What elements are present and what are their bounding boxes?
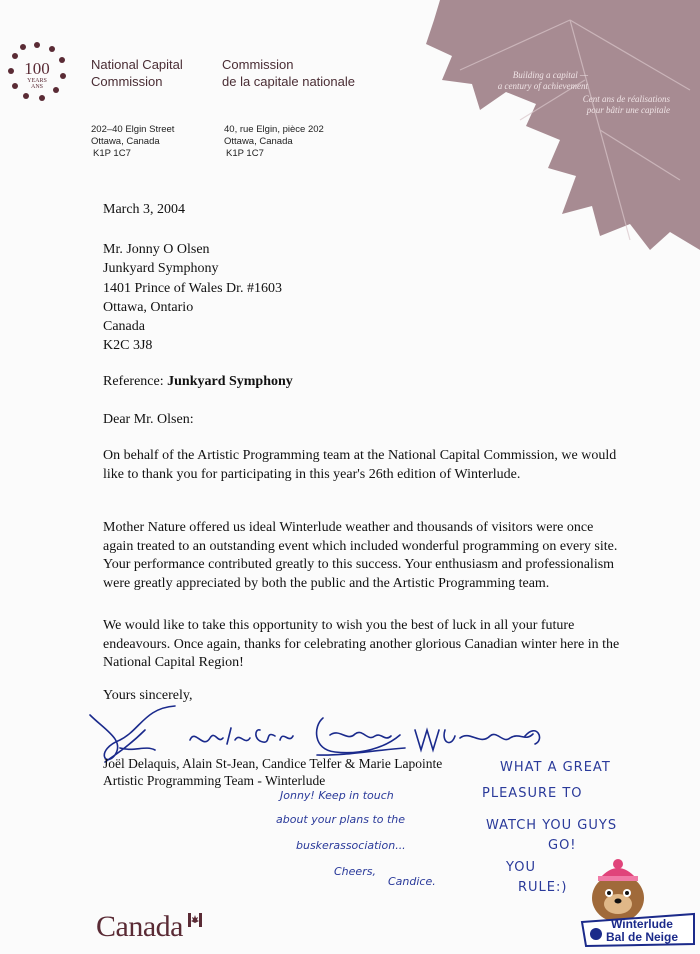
svg-text:buskerassociation...: buskerassociation...: [296, 839, 406, 852]
handwritten-note-candice: [276, 785, 486, 895]
svg-text:PLEASURE TO: PLEASURE TO: [482, 786, 583, 801]
canada-wordmark: Canada: [96, 910, 183, 943]
svg-text:WATCH YOU GUYS: WATCH YOU GUYS: [486, 818, 618, 833]
reference-line: [103, 374, 293, 390]
recipient-postal-code: K2C 3J8: [103, 338, 153, 354]
svg-text:GO!: GO!: [548, 838, 577, 853]
recipient-address: [103, 240, 282, 356]
svg-text:YEARS: YEARS: [27, 78, 47, 84]
reference-label: Reference:: [103, 374, 164, 389]
svg-text:100: 100: [24, 59, 50, 78]
maple-leaf-watermark: [330, 0, 700, 280]
mascot-icon: [592, 859, 644, 922]
signatories: [103, 755, 442, 789]
flag-icon: [188, 913, 202, 927]
address-french: 40, rue Elgin, pièce 202 Ottawa, Canada K1P 1C7: [224, 124, 324, 159]
recipient-company: Junkyard Symphony: [103, 261, 219, 277]
reference-value: Junkyard Symphony: [167, 374, 293, 389]
svg-text:Candice.: Candice.: [388, 875, 436, 888]
recipient-city: Ottawa, Ontario: [103, 299, 194, 315]
svg-text:about your plans to the: about your plans to the: [276, 813, 406, 826]
winterlude-badge: [578, 848, 696, 948]
recipient-street: 1401 Prince of Wales Dr. #1603: [103, 280, 283, 296]
svg-text:ANS: ANS: [30, 84, 44, 90]
signer-team: Artistic Programming Team - Winterlude: [103, 773, 326, 788]
tagline-french: Cent ans de réalisations pour bâtir une capitale: [582, 94, 670, 115]
organization-name-english: National Capital Commission: [91, 57, 183, 89]
letter-date: March 3, 2004: [103, 202, 186, 217]
closing: Yours sincerely,: [103, 688, 193, 703]
body-paragraph: On behalf of the Artistic Programming team at the National Capital Commission, we would like to thank you for participating in this year's 26th edition of Winterlude.: [103, 448, 617, 482]
signer-names: Joël Delaquis, Alain St-Jean, Candice Telfer & Marie Lapointe: [103, 756, 443, 771]
svg-text:Cheers,: Cheers,: [334, 865, 376, 878]
organization-name-french: Commission de la capitale nationale: [222, 57, 355, 89]
salutation: Dear Mr. Olsen:: [103, 412, 194, 427]
address-english: 202–40 Elgin Street Ottawa, Canada K1P 1C7: [91, 124, 175, 159]
svg-text:YOU: YOU: [506, 860, 536, 875]
svg-text:WHAT A GREAT: WHAT A GREAT: [500, 760, 611, 775]
snowflake-icon: [590, 928, 602, 940]
svg-text:RULE:): RULE:): [518, 880, 568, 895]
centennial-seal-logo: [6, 40, 68, 102]
svg-text:Winterlude: Winterlude: [611, 917, 673, 931]
body-paragraph: We would like to take this opportunity to wish you the best of luck in all your future endeavours. Once again, thanks for celebrating another glorious Canadian winter here in the National Capital Region!: [103, 618, 620, 670]
recipient-name: Mr. Jonny O Olsen: [103, 242, 210, 257]
body-paragraph: Mother Nature offered us ideal Winterlude weather and thousands of visitors were once again treated to an outstanding event which included wonderful programming on every site. Your performance contributed greatly to this success. Your enthusiasm and professionalism were greatly appreciated by both the public and the Artistic Programming team.: [103, 520, 618, 591]
recipient-country: Canada: [103, 319, 145, 335]
svg-text:Jonny! Keep in touch: Jonny! Keep in touch: [280, 789, 394, 802]
tagline-english: Building a capital — a century of achievement: [497, 70, 588, 91]
svg-text:Bal de Neige: Bal de Neige: [605, 930, 679, 944]
